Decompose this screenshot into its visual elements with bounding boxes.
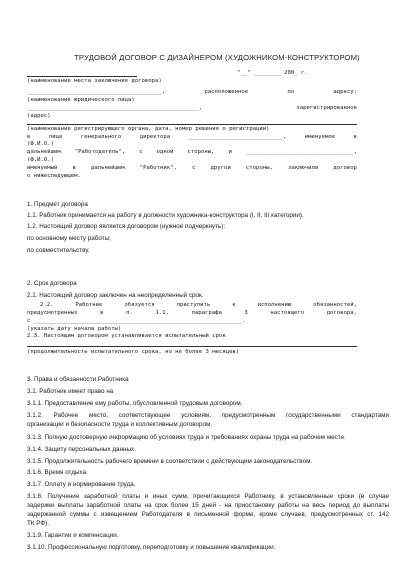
director-line: в лице генерального директора ____________________________, именуемое в: [27, 134, 357, 140]
clause-3-1-8-d: ТК РФ).: [27, 520, 50, 527]
section1-heading: 1. Предмет договора: [27, 201, 88, 208]
legal-entity-caption: (наименование юридического лица): [27, 97, 135, 103]
clause-3-1-9: 3.1.9. Гарантии и компенсации.: [27, 532, 119, 539]
clause-3-1-7: 3.1.7. Оплату и нормирование труда.: [27, 481, 136, 488]
clause-1-2-option-2: по совместительству.: [27, 247, 90, 254]
document-title: ТРУДОВОЙ ДОГОВОР С ДИЗАЙНЕРОМ (ХУДОЖНИКОМ-КОНСТРУКТОРОМ): [74, 53, 360, 62]
clause-1-1: 1.1. Работник принимается на работу в должности художника-конструктора (I, II, III категории).: [27, 212, 304, 219]
clause-2-3: 2.3. Настоящим договором устанавливается испытательный срок: [27, 333, 226, 339]
reg-body-underline: [27, 124, 357, 125]
clause-3-1-4: 3.1.4. Защиту персональных данных.: [27, 446, 136, 453]
registration-line: ___________________________________________________, зарегистрированное: [27, 105, 357, 111]
employer-line: дальнейшем "Работодатель", с одной стороны, и ________________________________,: [27, 149, 357, 155]
address-caption: (адрес): [27, 113, 51, 119]
clause-2-1: 2.1. Настоящий договор заключен на неопределенный срок.: [27, 292, 204, 299]
clause-1-2: 1.2. Настоящий договор является договором (нужное подчеркнуть):: [27, 223, 226, 230]
clause-3-1-3: 3.1.3. Полную достоверную информацию об условиях труда и требованиях охраны труда на рабочем месте.: [27, 434, 346, 441]
fio-caption-1: (Ф.И.О.): [27, 141, 54, 147]
clause-3-1-10: 3.1.10. Профессиональную подготовку, переподготовку и повышение квалификации.: [27, 544, 276, 551]
reg-body-caption: (наименование регистрирующего органа, дата, номер решения о регистрации): [27, 126, 270, 132]
trial-underline: [27, 346, 357, 347]
contract-date: "__" ________ 200_ г.: [237, 70, 308, 76]
worker-line-1: именуемый в дальнейшем "Работник", с другой стороны, заключили договор: [27, 165, 357, 171]
clause-3-1-5: 3.1.5. Продолжительность рабочего времени в соответствии с действующим законодательством.: [27, 458, 313, 465]
clause-3-1-1: 3.1.1. Предоставление ему работы, обусловленной трудовым договором.: [27, 400, 243, 407]
clause-3-1-2-a: 3.1.2. Рабочее место, соответствующее условиям, предусмотренным государственными стандартами: [27, 412, 389, 419]
place-caption: (наименование места заключения договора): [27, 78, 162, 84]
start-date-caption: (указать дату начала работы): [27, 326, 122, 332]
clause-3-1: 3.1. Работник имеет право на: [27, 388, 114, 395]
clause-3-1-6: 3.1.6. Время отдыха.: [27, 469, 88, 476]
section3-heading: 3. Права и обязанности Работника: [27, 376, 129, 383]
clause-2-2-c: с ______________________________________________________________.: [27, 318, 246, 324]
fio-caption-2: (Ф.И.О.): [27, 157, 54, 163]
address-line: ________________________________________, расположенное по адресу:: [27, 89, 357, 95]
clause-2-2-b: предусмотренных в п. 1.1, параграфа 3 настоящего договора,: [27, 310, 357, 316]
trial-caption: (продолжительность испытательного срока, но не более 3 месяцев): [27, 349, 240, 355]
clause-3-1-8-c: задержанной суммы с извещением Работодателя в письменной форме, кроме случаев, предусмотренных ст. 142: [27, 511, 389, 518]
worker-line-2: о нижеследующем.: [27, 173, 81, 179]
clause-3-1-8-a: 3.1.8. Получение заработной платы и иных сумм, причитающихся Работнику, в установленные сроки (в случае: [27, 493, 389, 500]
clause-3-1-8-b: задержки выплаты заработной платы на срок более 15 дней - на приостановку работы на весь период до выплаты: [27, 502, 389, 509]
clause-3-1-2-b: организации и безопасности труда и коллективным договором.: [27, 421, 213, 428]
clause-2-2-a: 2.2. Работник обязуется приступить к исполнению обязанностей,: [40, 302, 357, 308]
clause-1-2-option-1: по основному месту работы;: [27, 235, 111, 242]
place-underline: [27, 76, 137, 77]
section2-heading: 2. Срок договора: [27, 280, 77, 287]
